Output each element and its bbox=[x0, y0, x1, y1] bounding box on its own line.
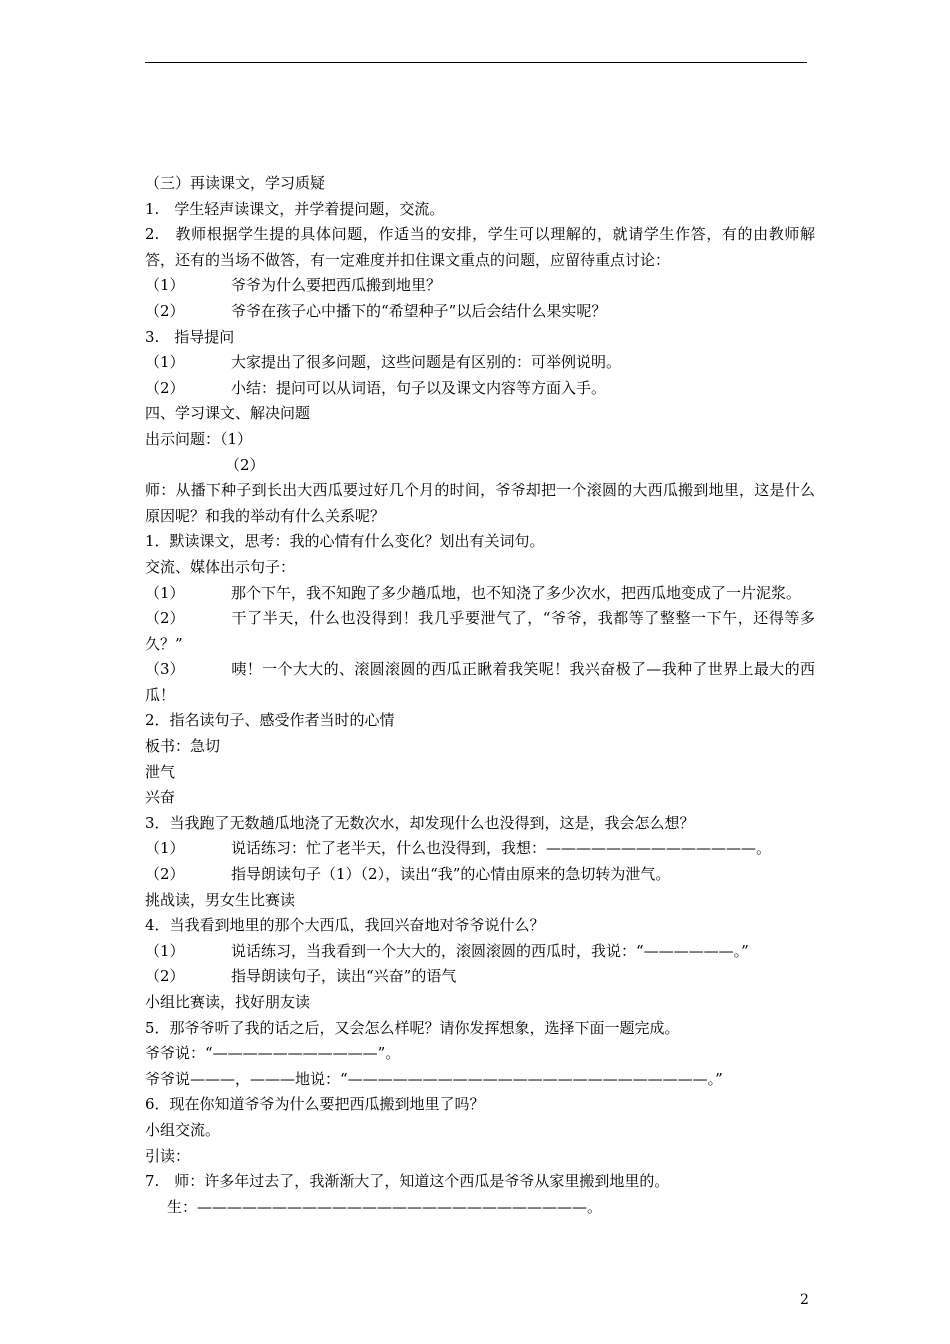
blackboard-line: 泄气 bbox=[145, 762, 176, 781]
item-number: （2） bbox=[145, 609, 185, 628]
section-heading: 四、学习课文、解决问题 bbox=[145, 404, 311, 423]
item-text: 指导朗读句子，读出“兴奋”的语气 bbox=[231, 967, 457, 986]
item-text: 那个下午，我不知跑了多少趟瓜地，也不知浇了多少次水，把西瓜地变成了一片泥浆。 bbox=[231, 583, 802, 602]
text-line: 小组比赛读，找好朋友读 bbox=[145, 993, 311, 1011]
item-text: 说话练习：忙了老半天，什么也没得到，我想：——————————————。 bbox=[231, 839, 772, 858]
item-text: 指导朗读句子（1）（2），读出“我”的心情由原来的急切转为泄气。 bbox=[231, 865, 671, 884]
text-line: 引读： bbox=[145, 1146, 191, 1165]
text-line: 爷爷说———，———地说：“————————————————————————。” bbox=[145, 1069, 723, 1088]
numbered-item bbox=[145, 606, 815, 657]
text-line: 生：——————————————————————————。 bbox=[167, 1197, 603, 1216]
step-line: 1．默读课文，思考：我的心情有什么变化？划出有关词句。 bbox=[145, 532, 545, 551]
numbered-item bbox=[145, 862, 815, 888]
item-number: （2） bbox=[145, 967, 185, 986]
text-line: 挑战读，男女生比赛读 bbox=[145, 890, 296, 909]
paragraph: 师：从播下种子到长出大西瓜要过好几个月的时间，爷爷却把一个滚圆的大西瓜搬到地里，这是什么原因呢？和我的举动有什么关系呢？ bbox=[145, 481, 815, 525]
paragraph: 2. 教师根据学生提的具体问题，作适当的安排，学生可以理解的，就请学生作答，有的由教师解答，还有的当场不做答，有一定难度并扣住课文重点的问题，应留待重点讨论： bbox=[145, 225, 815, 269]
header-rule bbox=[145, 62, 807, 63]
page-number: 2 bbox=[800, 1292, 809, 1308]
numbered-item bbox=[145, 657, 815, 708]
item-number: （1） bbox=[145, 276, 185, 295]
text-line: 交流、媒体出示句子： bbox=[145, 557, 296, 576]
step-line: 6．现在你知道爷爷为什么要把西瓜搬到地里了吗？ bbox=[145, 1095, 485, 1114]
item-text: 小结：提问可以从词语，句子以及课文内容等方面入手。 bbox=[231, 378, 607, 397]
text-line: （2） bbox=[225, 455, 265, 474]
step-line: 5．那爷爷听了我的话之后，又会怎么样呢？请你发挥想象，选择下面一题完成。 bbox=[145, 1018, 680, 1037]
item-number: （2） bbox=[145, 865, 185, 884]
item-text: 说话练习，当我看到一个大大的，滚圆滚圆的西瓜时，我说：“——————。” bbox=[231, 941, 749, 960]
blackboard-line: 板书：急切 bbox=[145, 737, 221, 756]
item-text: 大家提出了很多问题，这些问题是有区别的：可举例说明。 bbox=[231, 353, 622, 372]
item-number: （2） bbox=[145, 378, 185, 397]
step-line: 4．当我看到地里的那个大西瓜，我回兴奋地对爷爷说什么？ bbox=[145, 916, 545, 935]
step-line: 1. 学生轻声读课文，并学着提问题，交流。 bbox=[145, 199, 445, 218]
numbered-item bbox=[145, 376, 815, 402]
item-number: （3） bbox=[145, 660, 185, 679]
step-line: 7. 师：许多年过去了，我渐渐大了，知道这个西瓜是爷爷从家里搬到地里的。 bbox=[145, 1172, 670, 1191]
numbered-item bbox=[145, 581, 815, 607]
step-line: 3．当我跑了无数趟瓜地浇了无数次水，却发现什么也没得到，这是，我会怎么想？ bbox=[145, 813, 695, 832]
numbered-item bbox=[145, 299, 815, 325]
numbered-item bbox=[145, 350, 815, 376]
numbered-item bbox=[145, 964, 815, 990]
numbered-item bbox=[145, 939, 815, 965]
item-text: 干了半天，什么也没得到！我几乎要泄气了，“爷爷，我都等了整整一下午，还得等多久？” bbox=[145, 609, 815, 653]
step-line: 3. 指导提问 bbox=[145, 327, 235, 346]
item-number: （1） bbox=[145, 839, 185, 858]
text-line: 爷爷说：“———————————”。 bbox=[145, 1044, 401, 1063]
numbered-item bbox=[145, 836, 815, 862]
step-line: 2．指名读句子、感受作者当时的心情 bbox=[145, 711, 395, 730]
numbered-item bbox=[145, 273, 815, 299]
item-number: （1） bbox=[145, 353, 185, 372]
text-line: 出示问题：（1） bbox=[145, 429, 253, 448]
text-line: 小组交流。 bbox=[145, 1120, 221, 1139]
document-body bbox=[145, 171, 815, 1220]
item-number: （2） bbox=[145, 301, 185, 320]
item-text: 爷爷为什么要把西瓜搬到地里？ bbox=[231, 276, 442, 295]
item-number: （1） bbox=[145, 583, 185, 602]
item-text: 咦！一个大大的、滚圆滚圆的西瓜正瞅着我笑呢！我兴奋极了—我种了世界上最大的西瓜！ bbox=[145, 660, 815, 704]
item-number: （1） bbox=[145, 941, 185, 960]
item-text: 爷爷在孩子心中播下的“希望种子”以后会结什么果实呢？ bbox=[231, 301, 607, 320]
blackboard-line: 兴奋 bbox=[145, 788, 176, 807]
section-heading: （三）再读课文，学习质疑 bbox=[145, 174, 326, 192]
